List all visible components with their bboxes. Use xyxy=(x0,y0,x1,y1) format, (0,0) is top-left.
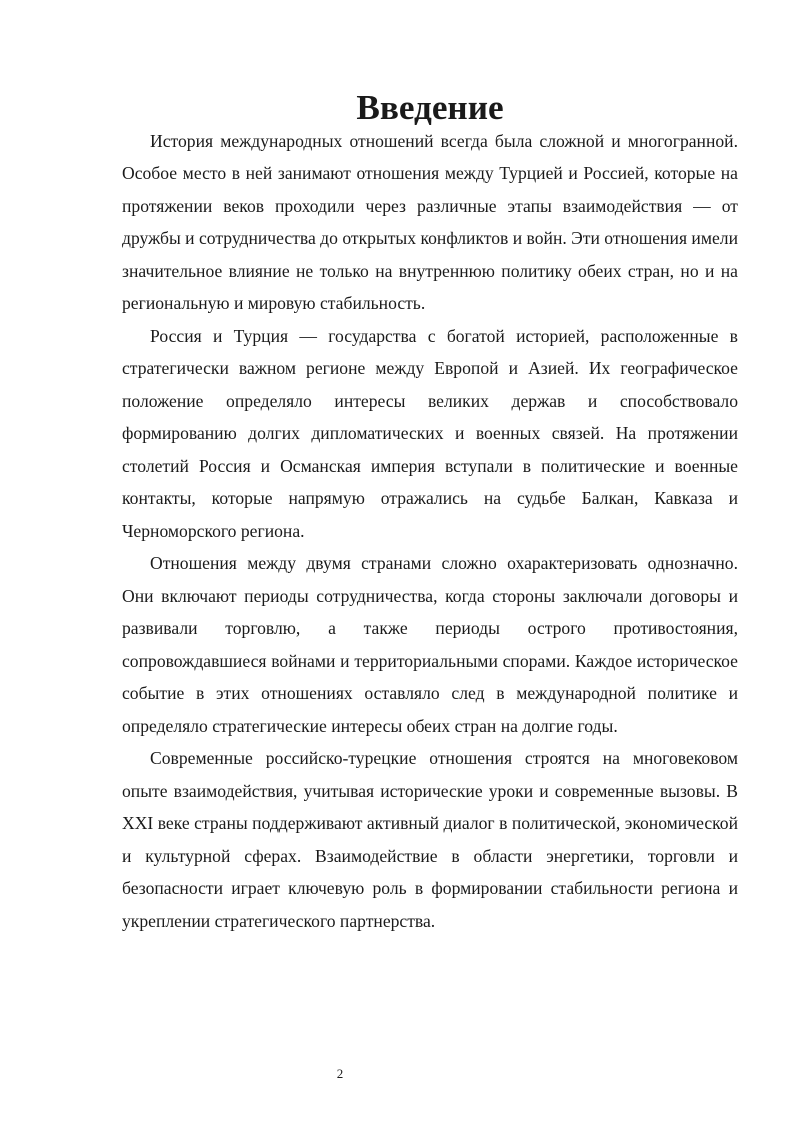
section-heading: Введение xyxy=(356,88,504,127)
page-number: 2 xyxy=(336,1066,344,1081)
page-content xyxy=(122,88,738,937)
paragraph-2: Россия и Турция — государства с богатой историей, расположенные в стратегически важном регионе между Европой и Азией. Их географическое положение определяло интересы великих держав и способствовало формированию долгих дипломатических и военных связей. На протяжении столетий Россия и Османская империя вступали в политические и военные контакты, которые напрямую отражались на судьбе Балкан, Кавказа и Черноморского региона. xyxy=(122,325,738,541)
paragraph-4: Современные российско-турецкие отношения строятся на многовековом опыте взаимодействия, учитывая исторические уроки и современные вызовы. В XXI веке страны поддерживают активный диалог в политической, экономической и культурной сферах. Взаимодействие в области энергетики, торговли и безопасности играет ключевую роль в формировании стабильности региона и укреплении стратегического партнерства. xyxy=(122,748,738,931)
paragraph-1: История международных отношений всегда была сложной и многогранной. Особое место в ней занимают отношения между Турцией и Россией, которые на протяжении веков проходили через различные этапы взаимодействия — от дружбы и сотрудничества до открытых конфликтов и войн. Эти отношения имели значительное влияние не только на внутреннюю политику обеих стран, но и на региональную и мировую стабильность. xyxy=(122,130,738,313)
paragraph-3: Отношения между двумя странами сложно охарактеризовать однозначно. Они включают периоды сотрудничества, когда стороны заключали договоры и развивали торговлю, а также периоды острого противостояния, сопровождавшиеся войнами и территориальными спорами. Каждое историческое событие в этих отношениях оставляло след в международной политике и определяло стратегические интересы обеих стран на долгие годы. xyxy=(122,553,738,736)
